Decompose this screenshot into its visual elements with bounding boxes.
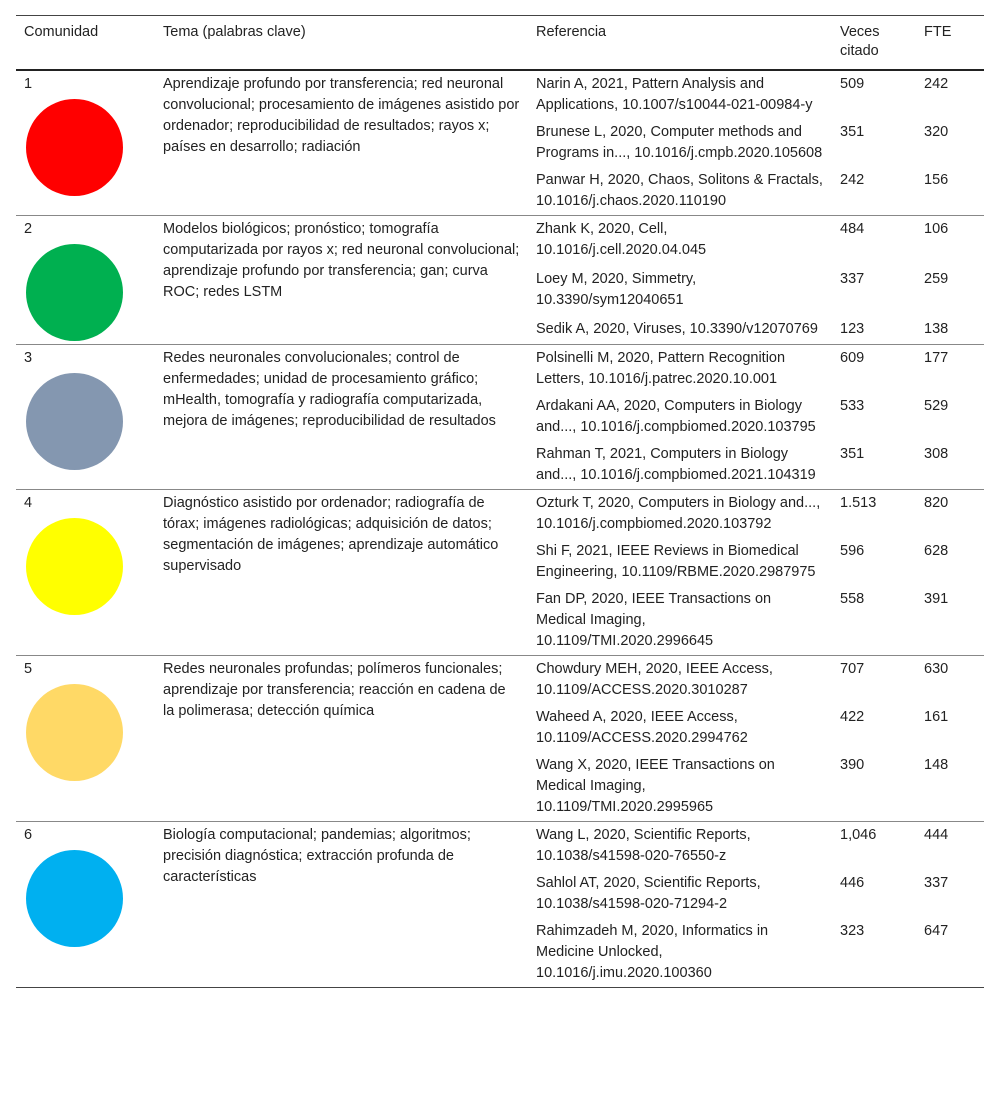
header-row: [16, 16, 984, 71]
header-cited: Veces citado: [840, 24, 880, 59]
community-cell: [16, 70, 155, 216]
reference-cell: Zhank K, 2020, Cell, 10.1016/j.cell.2020.04.045: [536, 221, 707, 258]
community-color-circle: [26, 373, 123, 470]
community-topic: Aprendizaje profundo por transferencia; red neuronal convolucional; procesamiento de imágenes asistido por ordenador; reproducibilidad de resultados; rayos x; países en desarrollo; radiación: [163, 76, 520, 155]
community-color-circle: [26, 244, 123, 341]
reference-cell: Panwar H, 2020, Chaos, Solitons & Fractals, 10.1016/j.chaos.2020.110190: [536, 172, 823, 209]
reference-cell: Wang X, 2020, IEEE Transactions on Medical Imaging, 10.1109/TMI.2020.2995965: [536, 757, 775, 815]
community-cell: [16, 345, 155, 490]
community-topic: Modelos biológicos; pronóstico; tomografía computarizada por rayos x; red neuronal convolucional; aprendizaje profundo por transferencia; gan; curva ROC; redes LSTM: [163, 221, 520, 300]
community-topic: Biología computacional; pandemias; algoritmos; precisión diagnóstica; extracción profunda de características: [163, 827, 471, 885]
cited-count: 422: [840, 709, 865, 725]
community-number: 2: [24, 221, 33, 237]
community-number: 5: [24, 661, 33, 677]
community-cell: [16, 490, 155, 656]
table-row: [16, 822, 984, 871]
cited-count: 558: [840, 591, 865, 607]
fte-value: 630: [924, 661, 949, 677]
fte-value: 308: [924, 446, 949, 462]
community-topic: Redes neuronales convolucionales; control de enfermedades; unidad de procesamiento gráfico; mHealth, tomografía y radiografía computarizada, mejora de imágenes; reproducibilidad de resultados: [163, 350, 496, 429]
reference-cell: Chowdury MEH, 2020, IEEE Access, 10.1109/ACCESS.2020.3010287: [536, 661, 773, 698]
cited-count: 1.513: [840, 495, 877, 511]
cited-count: 1,046: [840, 827, 877, 843]
fte-value: 529: [924, 398, 949, 414]
cited-count: 484: [840, 221, 865, 237]
fte-value: 106: [924, 221, 949, 237]
fte-value: 391: [924, 591, 949, 607]
community-cell: [16, 216, 155, 345]
fte-value: 148: [924, 757, 949, 773]
cited-count: 351: [840, 446, 865, 462]
table-row: [16, 216, 984, 266]
community-topic: Redes neuronales profundas; polímeros funcionales; aprendizaje por transferencia; reacción en cadena de la polimerasa; detección química: [163, 661, 506, 719]
fte-value: 320: [924, 124, 949, 140]
table-row: [16, 490, 984, 539]
reference-cell: Narin A, 2021, Pattern Analysis and Applications, 10.1007/s10044-021-00984-y: [536, 76, 813, 113]
community-color-circle: [26, 850, 123, 947]
fte-value: 337: [924, 875, 949, 891]
cited-count: 242: [840, 172, 865, 188]
cited-count: 337: [840, 270, 865, 287]
header-reference: Referencia: [536, 24, 607, 40]
cited-count: 446: [840, 875, 865, 891]
reference-cell: Fan DP, 2020, IEEE Transactions on Medical Imaging, 10.1109/TMI.2020.2996645: [536, 591, 772, 649]
cited-count: 509: [840, 76, 865, 92]
table-body: [16, 70, 984, 988]
fte-value: 820: [924, 495, 949, 511]
community-number: 1: [24, 76, 33, 92]
community-cell: [16, 822, 155, 988]
cited-count: 533: [840, 398, 865, 414]
fte-value: 161: [924, 709, 949, 725]
reference-cell: Polsinelli M, 2020, Pattern Recognition Letters, 10.1016/j.patrec.2020.10.001: [536, 350, 786, 387]
fte-value: 156: [924, 172, 949, 188]
cited-count: 609: [840, 350, 865, 366]
community-color-circle: [26, 684, 123, 781]
cited-count: 390: [840, 757, 865, 773]
reference-cell: Ozturk T, 2020, Computers in Biology and..., 10.1016/j.compbiomed.2020.103792: [536, 495, 821, 532]
reference-cell: Sahlol AT, 2020, Scientific Reports, 10.1038/s41598-020-71294-2: [536, 875, 761, 912]
table-row: [16, 656, 984, 705]
header-topic: Tema (palabras clave): [163, 24, 306, 40]
reference-cell: Sedik A, 2020, Viruses, 10.3390/v12070769: [536, 320, 818, 337]
fte-value: 242: [924, 76, 949, 92]
header-fte: FTE: [924, 24, 952, 40]
fte-value: 444: [924, 827, 949, 843]
table-row: [16, 70, 984, 119]
fte-value: 138: [924, 320, 949, 337]
reference-cell: Loey M, 2020, Simmetry, 10.3390/sym12040651: [536, 270, 697, 308]
reference-cell: Shi F, 2021, IEEE Reviews in Biomedical Engineering, 10.1109/RBME.2020.2987975: [536, 543, 816, 580]
reference-cell: Brunese L, 2020, Computer methods and Programs in..., 10.1016/j.cmpb.2020.105608: [536, 124, 823, 161]
fte-value: 259: [924, 270, 949, 287]
cited-count: 123: [840, 320, 865, 337]
reference-cell: Ardakani AA, 2020, Computers in Biology and..., 10.1016/j.compbiomed.2020.103795: [536, 398, 816, 435]
community-color-circle: [26, 518, 123, 615]
fte-value: 628: [924, 543, 949, 559]
cited-count: 323: [840, 923, 865, 939]
community-number: 3: [24, 350, 33, 366]
cited-count: 596: [840, 543, 865, 559]
cited-count: 707: [840, 661, 865, 677]
reference-cell: Wang L, 2020, Scientific Reports, 10.1038/s41598-020-76550-z: [536, 827, 751, 864]
fte-value: 177: [924, 350, 949, 366]
reference-cell: Rahimzadeh M, 2020, Informatics in Medicine Unlocked, 10.1016/j.imu.2020.100360: [536, 923, 769, 981]
reference-cell: Waheed A, 2020, IEEE Access, 10.1109/ACCESS.2020.2994762: [536, 709, 748, 746]
community-number: 6: [24, 827, 33, 843]
community-cell: [16, 656, 155, 822]
community-number: 4: [24, 495, 33, 511]
community-topic: Diagnóstico asistido por ordenador; radiografía de tórax; imágenes radiológicas; adquisición de datos; segmentación de imágenes; aprendizaje automático supervisado: [163, 495, 499, 574]
header-community: Comunidad: [24, 24, 99, 40]
community-table: [16, 15, 984, 988]
table-row: [16, 345, 984, 394]
reference-cell: Rahman T, 2021, Computers in Biology and..., 10.1016/j.compbiomed.2021.104319: [536, 446, 816, 483]
community-color-circle: [26, 99, 123, 196]
fte-value: 647: [924, 923, 949, 939]
cited-count: 351: [840, 124, 865, 140]
